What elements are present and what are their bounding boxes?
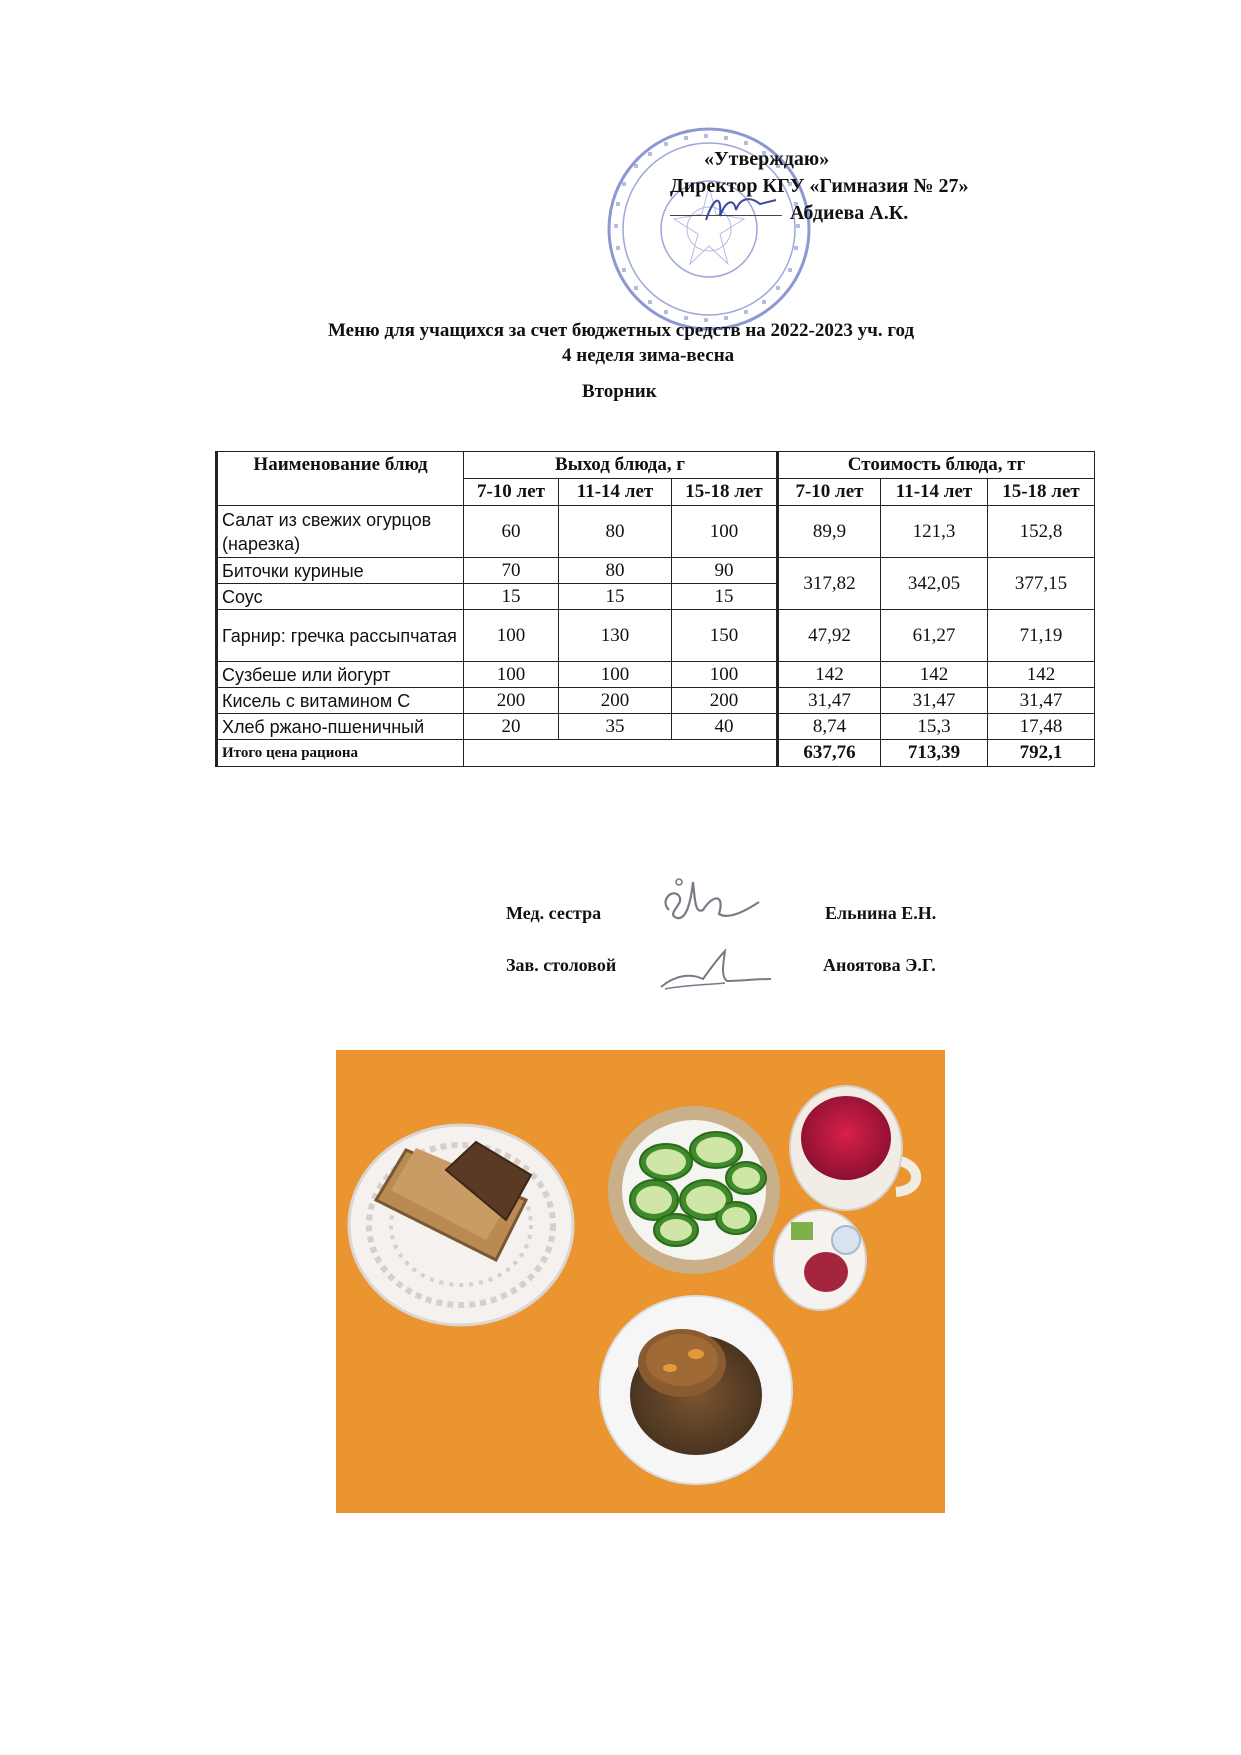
- weight-cell: 100: [464, 610, 559, 662]
- approval-signature-line: [670, 215, 782, 216]
- total-cost-cell: 792,1: [988, 740, 1095, 767]
- cost-cell: 121,3: [881, 506, 988, 558]
- total-blank-cell: [464, 740, 778, 767]
- cost-cell: 17,48: [988, 714, 1095, 740]
- dish-name: Салат из свежих огурцов (нарезка): [217, 506, 464, 558]
- approval-block: [670, 146, 969, 227]
- menu-title: Меню для учащихся за счет бюджетных средств на 2022-2023 уч. год: [328, 320, 915, 341]
- cost-cell: 31,47: [881, 688, 988, 714]
- table-row: [217, 714, 1095, 740]
- cost-cell: 152,8: [988, 506, 1095, 558]
- menu-table: [215, 451, 1095, 767]
- menu-day: Вторник: [582, 381, 657, 402]
- cucumber-salad-bowl: [608, 1106, 780, 1274]
- cost-cell: 15,3: [881, 714, 988, 740]
- weight-cell: 100: [464, 662, 559, 688]
- dish-name: Кисель с витамином С: [217, 688, 464, 714]
- weight-cell: 130: [559, 610, 672, 662]
- weight-cell: 15: [559, 584, 672, 610]
- weight-cell: 20: [464, 714, 559, 740]
- approval-line-approve: «Утверждаю»: [704, 148, 830, 170]
- table-row: [217, 688, 1095, 714]
- weight-cell: 60: [464, 506, 559, 558]
- cost-cell: 142: [881, 662, 988, 688]
- total-label: Итого цена рациона: [217, 740, 464, 767]
- cost-cell: 342,05: [881, 558, 988, 610]
- dish-name: Биточки куриные: [217, 558, 464, 584]
- total-cost-cell: 637,76: [778, 740, 881, 767]
- table-row: [217, 662, 1095, 688]
- yogurt-cup: [774, 1210, 866, 1310]
- weight-cell: 15: [464, 584, 559, 610]
- weight-cell: 100: [672, 506, 778, 558]
- cost-cell: 377,15: [988, 558, 1095, 610]
- cost-cell: 317,82: [778, 558, 881, 610]
- table-header-row: [217, 452, 1095, 479]
- header-weight-age-2: 11-14 лет: [559, 479, 672, 506]
- table-row: [217, 610, 1095, 662]
- dish-name: Соус: [217, 584, 464, 610]
- cost-cell: 89,9: [778, 506, 881, 558]
- weight-cell: 100: [672, 662, 778, 688]
- cost-cell: 142: [988, 662, 1095, 688]
- menu-week: 4 неделя зима-весна: [562, 345, 735, 366]
- weight-cell: 100: [559, 662, 672, 688]
- buckwheat-plate: [600, 1296, 792, 1484]
- nurse-role: Мед. сестра: [506, 903, 602, 923]
- cost-cell: 142: [778, 662, 881, 688]
- weight-cell: 90: [672, 558, 778, 584]
- cost-cell: 31,47: [778, 688, 881, 714]
- dish-name: Сузбеше или йогурт: [217, 662, 464, 688]
- dish-name: Гарнир: гречка рассыпчатая: [217, 610, 464, 662]
- table-row: [217, 558, 1095, 584]
- cost-cell: 71,19: [988, 610, 1095, 662]
- weight-cell: 80: [559, 506, 672, 558]
- cost-cell: 31,47: [988, 688, 1095, 714]
- weight-cell: 80: [559, 558, 672, 584]
- cost-cell: 61,27: [881, 610, 988, 662]
- header-cost: Стоимость блюда, тг: [778, 452, 1095, 479]
- canteen-head-name: Аноятова Э.Г.: [823, 955, 936, 975]
- header-weight: Выход блюда, г: [464, 452, 778, 479]
- dish-name: Хлеб ржано-пшеничный: [217, 714, 464, 740]
- cost-cell: 47,92: [778, 610, 881, 662]
- header-cost-age-1: 7-10 лет: [778, 479, 881, 506]
- bread-basket: [349, 1125, 573, 1325]
- canteen-head-signature: [655, 945, 775, 995]
- table-total-row: [217, 740, 1095, 767]
- weight-cell: 40: [672, 714, 778, 740]
- nurse-signature: [655, 870, 765, 930]
- weight-cell: 35: [559, 714, 672, 740]
- meal-photo: [336, 1050, 945, 1513]
- nurse-name: Ельнина Е.Н.: [825, 903, 937, 923]
- table-row: [217, 506, 1095, 558]
- cost-cell: 8,74: [778, 714, 881, 740]
- header-dish-name: Наименование блюд: [217, 452, 464, 506]
- approval-line-name: Абдиева А.К.: [790, 202, 909, 224]
- header-cost-age-3: 15-18 лет: [988, 479, 1095, 506]
- canteen-head-role: Зав. столовой: [506, 955, 617, 975]
- weight-cell: 200: [672, 688, 778, 714]
- approval-line-director: Директор КГУ «Гимназия № 27»: [670, 175, 969, 197]
- header-cost-age-2: 11-14 лет: [881, 479, 988, 506]
- header-weight-age-1: 7-10 лет: [464, 479, 559, 506]
- header-weight-age-3: 15-18 лет: [672, 479, 778, 506]
- weight-cell: 200: [464, 688, 559, 714]
- weight-cell: 70: [464, 558, 559, 584]
- total-cost-cell: 713,39: [881, 740, 988, 767]
- weight-cell: 15: [672, 584, 778, 610]
- weight-cell: 200: [559, 688, 672, 714]
- weight-cell: 150: [672, 610, 778, 662]
